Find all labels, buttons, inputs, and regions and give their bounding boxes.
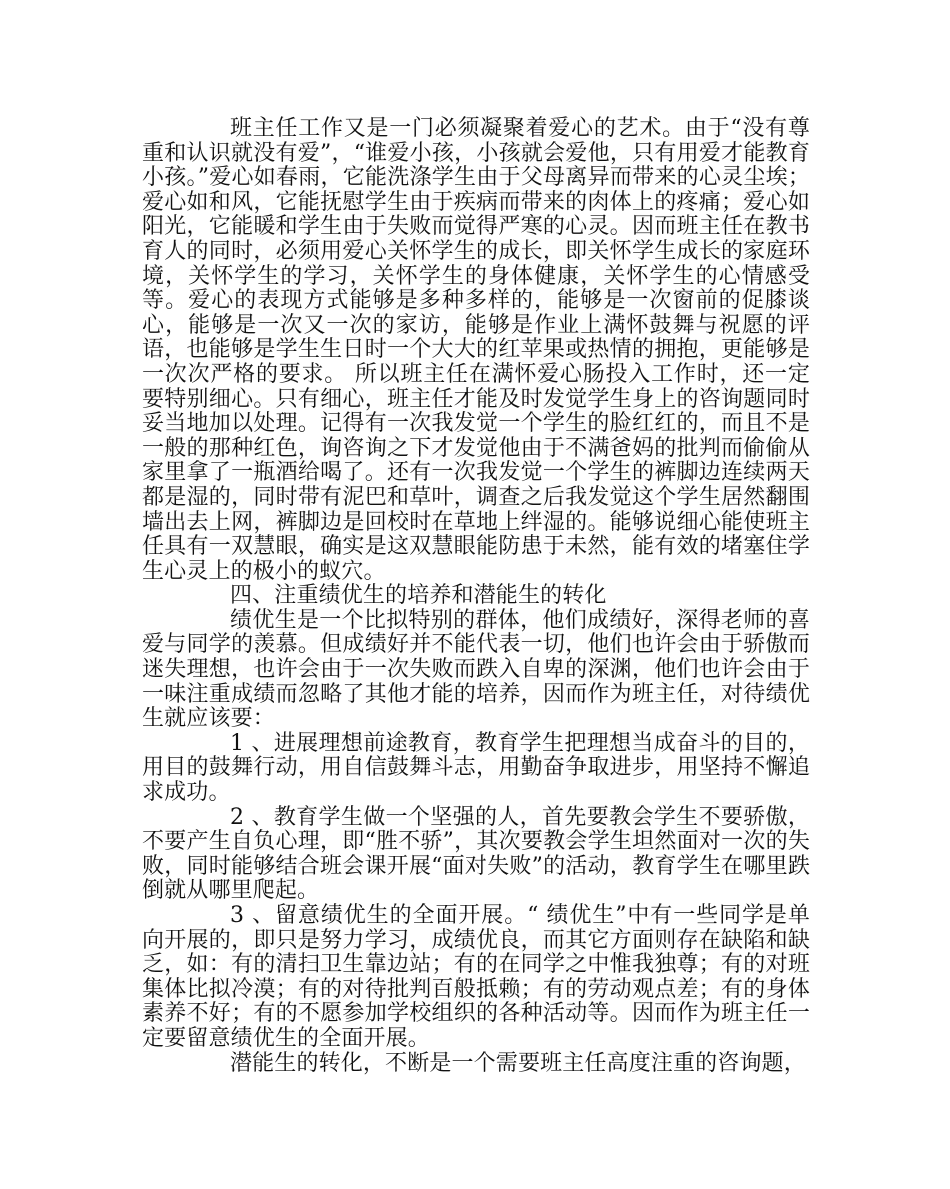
document-body: [142, 117, 810, 1076]
paragraph-potential-students: 潜能生的转化，不断是一个需要班主任高度注重的咨询题，: [230, 1050, 806, 1076]
section-heading-four: 四、注重绩优生的培养和潜能生的转化: [230, 583, 607, 609]
paragraph-love-and-care: 班主任工作又是一门必须凝聚着爱心的艺术。由于“没有尊重和认识就没有爱”，“谁爱小孩，小孩就会爱他，只有用爱才能教育小孩。”爱心如春雨，它能洗涤学生由于父母离异而带来的心灵尘埃；爱心如和风，它能抚慰学生由于疾病而带来的肉体上的疼痛；爱心如阳光，它能暖和学生由于失败而觉得严寒的心灵。因而班主任在教书育人的同时，必须用爱心关怀学生的成长，即关怀学生成长的家庭环境，关怀学生的学习，关怀学生的身体健康，关怀学生的心情感受等。爱心的表现方式能够是多种多样的，能够是一次窗前的促膝谈心，能够是一次又一次的家访，能够是作业上满怀鼓舞与祝愿的评语，也能够是学生生日时一个大大的红苹果或热情的拥抱，更能够是一次次严格的要求。 所以班主任在满怀爱心肠投入工作时，还一定要特别细心。只有细心，班主任才能及时发觉学生身上的咨询题同时妥当地加以处理。记得有一次我发觉一个学生的脸红红的，而且不是一般的那种红色，询咨询之下才发觉他由于不满爸妈的批判而偷偷从家里拿了一瓶酒给喝了。还有一次我发觉一个学生的裤脚边连续两天都是湿的，同时带有泥巴和草叶，调查之后我发觉这个学生居然翻围墙出去上网，裤脚边是回校时在草地上绊湿的。能够说细心能使班主任具有一双慧眼，确实是这双慧眼能防患于未然，能有效的堵塞住学生心灵上的极小的蚁穴。: [142, 116, 810, 584]
list-item-1: 1 、进展理想前途教育，教育学生把理想当成奋斗的目的，用目的鼓舞行动，用自信鼓舞斗志，用勤奋争取进步，用坚持不懈追求成功。: [142, 730, 810, 806]
paragraph-top-students-intro: 绩优生是一个比拟特别的群体，他们成绩好，深得老师的喜爱与同学的羡慕。但成绩好并不能代表一切，他们也许会由于骄傲而迷失理想，也许会由于一次失败而跌入自卑的深渊，他们也许会由于一味注重成绩而忽略了其他才能的培养，因而作为班主任，对待绩优生就应该要：: [142, 607, 810, 732]
list-item-3: 3 、留意绩优生的全面开展。“ 绩优生”中有一些同学是单向开展的，即只是努力学习，成绩优良，而其它方面则存在缺陷和缺乏，如：有的清扫卫生靠边站；有的在同学之中惟我独尊；有的对班集体比拟冷漠；有的对待批判百般抵赖；有的劳动观点差；有的身体素养不好；有的不愿参加学校组织的各种活动等。因而作为班主任一定要留意绩优生的全面开展。: [142, 903, 810, 1051]
list-item-2: 2 、教育学生做一个坚强的人，首先要教会学生不要骄傲，不要产生自负心理，即“胜不骄”，其次要教会学生坦然面对一次的失败，同时能够结合班会课开展“面对失败”的活动，教育学生在哪里跌倒就从哪里爬起。: [142, 804, 810, 904]
